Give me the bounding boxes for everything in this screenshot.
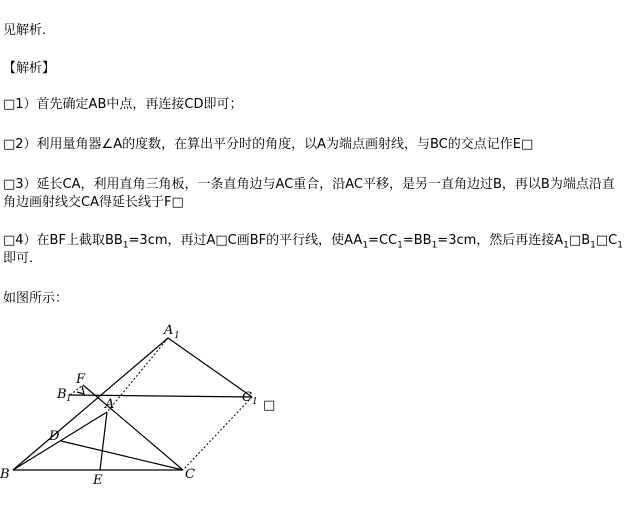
segment-B-A bbox=[13, 412, 107, 470]
step-4-subscript: 1 bbox=[617, 240, 623, 251]
label-C1-subscript: 1 bbox=[252, 397, 258, 407]
step-4-subscript: 1 bbox=[563, 240, 569, 251]
step-4-subscript: 1 bbox=[590, 240, 596, 251]
step-1: □1）首先确定AB中点，再连接CD即可； bbox=[3, 97, 243, 112]
label-B: B bbox=[0, 467, 10, 482]
label-B1: B bbox=[57, 387, 67, 402]
segment-B-A1 bbox=[13, 338, 168, 470]
step-4 bbox=[3, 232, 623, 268]
step-4-part: □C bbox=[595, 233, 618, 248]
answer-label: 见解析. bbox=[3, 23, 47, 38]
segment-A-E bbox=[100, 412, 107, 470]
label-D: D bbox=[49, 429, 60, 444]
step-4-subscript: 1 bbox=[122, 240, 129, 251]
step-4-part: 即可． bbox=[3, 251, 43, 266]
label-A1-subscript: 1 bbox=[174, 331, 180, 341]
segment-F-C bbox=[83, 385, 183, 470]
stray-box-glyph: □ bbox=[263, 398, 276, 413]
figure-caption: 如图所示： bbox=[3, 291, 69, 306]
label-C1: C bbox=[242, 390, 252, 405]
step-4-part: =BB bbox=[402, 233, 432, 248]
step-4-subscript: 1 bbox=[362, 240, 369, 251]
step-4-part: =3cm，然后再连接A bbox=[437, 233, 564, 248]
step-4-subscript: 1 bbox=[431, 240, 438, 251]
label-F: F bbox=[76, 372, 86, 387]
label-E: E bbox=[93, 473, 103, 488]
label-A: A bbox=[105, 397, 115, 412]
step-4-part: =3cm，再过A□C画BF的平行线，使AA bbox=[128, 233, 363, 248]
step-4-subscript: 1 bbox=[397, 240, 403, 251]
segment-D-C bbox=[61, 441, 183, 470]
dashed-A1-A bbox=[107, 338, 168, 412]
step-2: □2）利用量角器∠A的度数，在算出平分时的角度，以A为端点画射线，与BC的交点记作E□ bbox=[3, 137, 534, 152]
label-C: C bbox=[185, 467, 195, 482]
label-B1-subscript: 1 bbox=[66, 394, 72, 404]
step-4-part: =CC bbox=[368, 233, 398, 248]
dashed-C1-C bbox=[183, 397, 252, 470]
step-3: □3）延长CA，利用直角三角板，一条直角边与AC重合，沿AC平移，是另一直角边过B，再以B为端点沿直角边画射线交CA得延长线于F□ bbox=[3, 177, 615, 210]
segment-A1-C1 bbox=[168, 338, 252, 397]
label-A1: A bbox=[164, 323, 174, 338]
geometry-figure bbox=[0, 318, 300, 506]
section-title: 【解析】 bbox=[3, 61, 56, 76]
step-4-part: □B bbox=[568, 233, 591, 248]
step-4-part: □4）在BF上截取BB bbox=[3, 233, 123, 248]
